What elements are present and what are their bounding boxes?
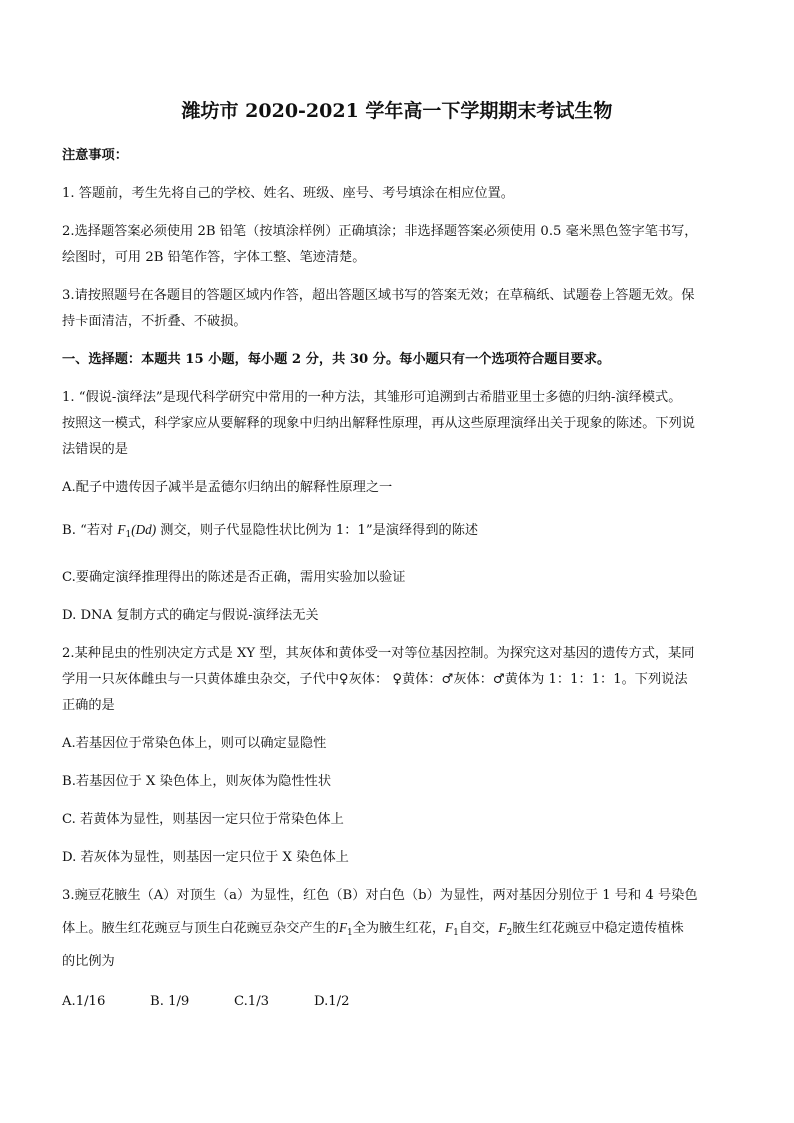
q3-option-c: C.1/3	[234, 994, 270, 1009]
q1-option-d: D. DNA 复制方式的确定与假说-演绎法无关	[62, 608, 319, 623]
q3-option-b: B. 1/9	[150, 994, 190, 1009]
notice-item-2: 2.选择题答案必须使用 2B 铅笔（按填涂样例）正确填涂；非选择题答案必须使用 0.5 毫米黑色签字笔书写，	[62, 224, 698, 239]
q1-option-c: C.要确定演绎推理得出的陈述是否正确，需用实验加以验证	[62, 570, 406, 585]
q3-option-d: D.1/2	[314, 994, 350, 1009]
q3-stem-line-1: 3.豌豆花腋生（A）对顶生（a）为显性，红色（B）对白色（b）为显性，两对基因分别位于 1 号和 4 号染色	[62, 888, 698, 903]
q2-stem-line-1: 2.某种昆虫的性别决定方式是 XY 型，其灰体和黄体受一对等位基因控制。为探究这对基因的遗传方式，某同	[62, 646, 695, 661]
notice-item-3: 3.请按照题号在各题目的答题区域内作答，超出答题区域书写的答案无效；在草稿纸、试题卷上答题无效。保	[62, 288, 695, 303]
notice-heading: 注意事项：	[62, 148, 128, 163]
q1-stem-line-3: 法错误的是	[62, 442, 128, 457]
q3-options	[62, 992, 350, 1012]
notice-item-2-cont: 绘图时，可用 2B 铅笔作答，字体工整、笔迹清楚。	[62, 250, 366, 265]
q1-stem-line-2: 按照这一模式，科学家应从要解释的现象中归纳出解释性原理，再从这些原理演绎出关于现象的陈述。下列说	[62, 416, 695, 431]
notice-item-1: 1. 答题前，考生先将自己的学校、姓名、班级、座号、考号填涂在相应位置。	[62, 186, 514, 201]
q1-stem-line-1: 1. “假说-演绎法”是现代科学研究中常用的一种方法，其雏形可追溯到古希腊亚里士多德的归纳-演绎模式。	[62, 390, 682, 405]
q2-stem-line-2: 学用一只灰体雌虫与一只黄体雄虫杂交，子代中♀灰体： ♀黄体：♂灰体：♂黄体为 1：1：1：1。下列说法	[62, 672, 688, 687]
section-heading: 一、选择题：本题共 15 小题，每小题 2 分，共 30 分。每小题只有一个选项符合题目要求。	[62, 352, 611, 367]
q2-option-c: C. 若黄体为显性，则基因一定只位于常染色体上	[62, 812, 344, 827]
q2-option-d: D. 若灰体为显性，则基因一定只位于 X 染色体上	[62, 850, 349, 865]
q3-stem-line-3: 的比例为	[62, 954, 115, 969]
page-title: 潍坊市 2020-2021 学年高一下学期期末考试生物	[181, 100, 613, 122]
q2-option-a: A.若基因位于常染色体上，则可以确定显隐性	[62, 736, 327, 751]
q3-option-a: A.1/16	[62, 994, 106, 1009]
q1-option-a: A.配子中遗传因子减半是孟德尔归纳出的解释性原理之一	[62, 480, 393, 495]
q2-stem-line-3: 正确的是	[62, 698, 115, 713]
q1-option-b: B. “若对 $F_1(Dd)$ 测交，则子代显隐性状比例为 1：1”是演绎得到的陈述	[62, 522, 479, 540]
q3-stem-line-2: 体上。腋生红花豌豆与顶生白花豌豆杂交产生的$F_1$全为腋生红花，$F_1$自交，$F_2$腋生红花豌豆中稳定遗传植株	[62, 920, 684, 938]
notice-item-3-cont: 持卡面清洁，不折叠、不破损。	[62, 314, 247, 329]
q2-option-b: B.若基因位于 X 染色体上，则灰体为隐性性状	[62, 774, 332, 789]
